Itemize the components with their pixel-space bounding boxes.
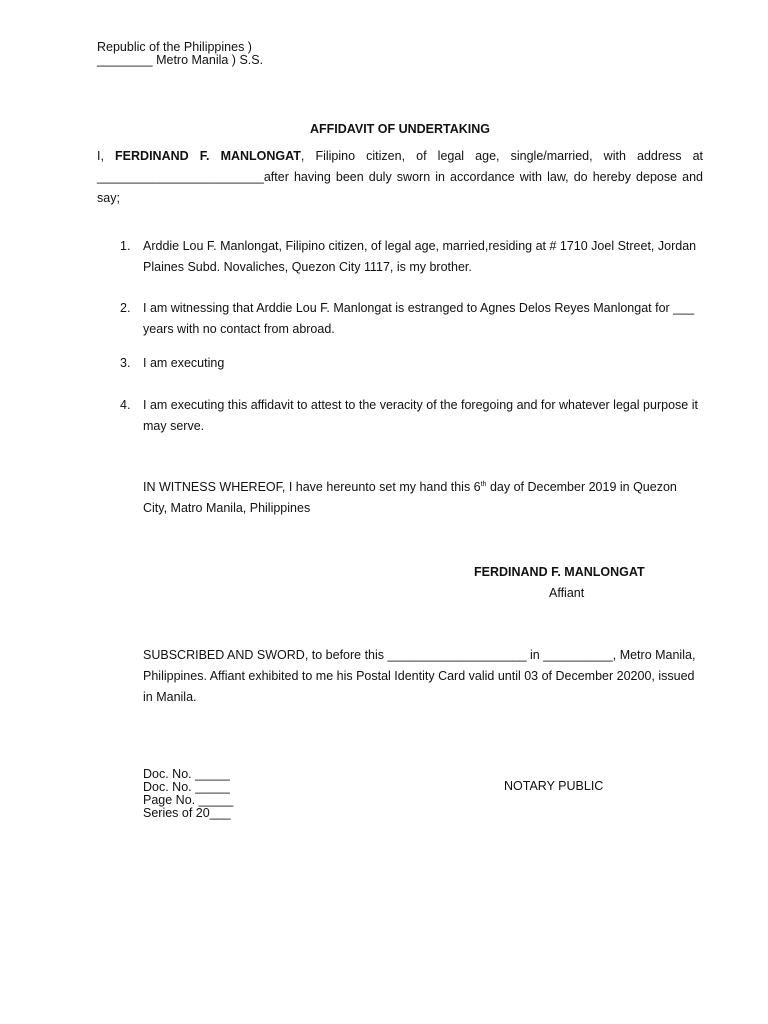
witness-ordinal-suffix: th [480,481,487,488]
list-item-number: 2. [120,301,131,315]
header-metro-manila: ________ Metro Manila ) S.S. [97,53,264,67]
list-item-text: I am witnessing that Arddie Lou F. Manlongat is estranged to Agnes Delos Reyes Manlongat for ___ years with no contact from abroad. [143,301,695,336]
list-item-number: 4. [120,398,131,412]
witness-before: IN WITNESS WHEREOF, I have hereunto set my hand this 6 [143,480,481,494]
affiant-label: Affiant [549,586,585,600]
intro-name: FERDINAND F. MANLONGAT [115,149,301,163]
list-item-number: 3. [120,356,131,370]
subscribed-paragraph: SUBSCRIBED AND SWORD, to before this ____________________ in __________, Metro Manila, Philippines. Affiant exhibited to me his Postal Identity Card valid until 03 of December 20200, issued in Manila. [143,648,696,704]
page-number-line: Page No. _____ [143,793,234,807]
list-item-text: I am executing this affidavit to attest to the veracity of the foregoing and for whatever legal purpose it may serve. [143,398,698,433]
document-title: AFFIDAVIT OF UNDERTAKING [309,122,491,136]
doc-number-line: Doc. No. _____ [143,767,230,781]
intro-prefix: I, [97,149,116,163]
intro-rest: , Filipino citizen, of legal age, single/married, with address at ________________________after having been duly sworn in accordance with law, do hereby depose and say; [97,149,704,205]
witness-after: day of December 2019 in Quezon City, Matro Manila, Philippines [143,480,677,515]
header-republic: Republic of the Philippines ) [97,40,252,54]
notary-public-label: NOTARY PUBLIC [504,779,604,793]
list-item-text: Arddie Lou F. Manlongat, Filipino citizen, of legal age, married,residing at # 1710 Joel Street, Jordan Plaines Subd. Novaliches, Quezon City 1117, is my brother. [143,239,697,274]
list-item-number: 1. [120,239,131,253]
doc-number-line: Doc. No. _____ [143,780,230,794]
series-line: Series of 20___ [143,806,231,820]
affiant-name: FERDINAND F. MANLONGAT [474,565,645,579]
list-item-text: I am executing [143,356,225,370]
witness-paragraph [143,477,703,519]
intro-paragraph [97,146,703,209]
